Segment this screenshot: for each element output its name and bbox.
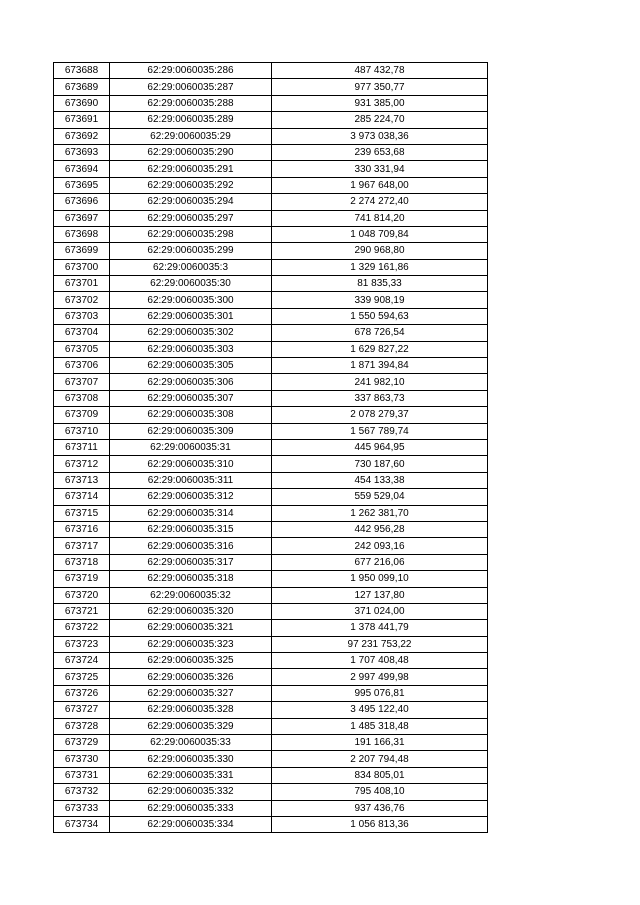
table-row xyxy=(54,407,488,423)
value-cell: 454 133,38 xyxy=(272,472,488,488)
value-cell: 2 207 794,48 xyxy=(272,751,488,767)
value-cell: 1 485 318,48 xyxy=(272,718,488,734)
row-number-cell: 673716 xyxy=(54,521,110,537)
table-row xyxy=(54,177,488,193)
table-row xyxy=(54,554,488,570)
row-number-cell: 673698 xyxy=(54,226,110,242)
value-cell: 2 274 272,40 xyxy=(272,194,488,210)
cadastral-number-cell: 62:29:0060035:316 xyxy=(110,538,272,554)
value-cell: 977 350,77 xyxy=(272,79,488,95)
row-number-cell: 673728 xyxy=(54,718,110,734)
row-number-cell: 673703 xyxy=(54,308,110,324)
value-cell: 730 187,60 xyxy=(272,456,488,472)
cadastral-number-cell: 62:29:0060035:333 xyxy=(110,800,272,816)
row-number-cell: 673690 xyxy=(54,95,110,111)
cadastral-number-cell: 62:29:0060035:310 xyxy=(110,456,272,472)
row-number-cell: 673701 xyxy=(54,276,110,292)
row-number-cell: 673717 xyxy=(54,538,110,554)
cadastral-number-cell: 62:29:0060035:33 xyxy=(110,735,272,751)
row-number-cell: 673714 xyxy=(54,489,110,505)
table-row xyxy=(54,571,488,587)
row-number-cell: 673727 xyxy=(54,702,110,718)
value-cell: 290 968,80 xyxy=(272,243,488,259)
cadastral-number-cell: 62:29:0060035:30 xyxy=(110,276,272,292)
table-row xyxy=(54,341,488,357)
table-row xyxy=(54,325,488,341)
value-cell: 97 231 753,22 xyxy=(272,636,488,652)
cadastral-number-cell: 62:29:0060035:327 xyxy=(110,685,272,701)
table-row xyxy=(54,669,488,685)
table-row xyxy=(54,472,488,488)
value-cell: 677 216,06 xyxy=(272,554,488,570)
value-cell: 487 432,78 xyxy=(272,63,488,79)
value-cell: 3 973 038,36 xyxy=(272,128,488,144)
row-number-cell: 673693 xyxy=(54,144,110,160)
table-row xyxy=(54,128,488,144)
cadastral-value-table xyxy=(53,62,488,833)
row-number-cell: 673710 xyxy=(54,423,110,439)
cadastral-number-cell: 62:29:0060035:305 xyxy=(110,358,272,374)
cadastral-number-cell: 62:29:0060035:330 xyxy=(110,751,272,767)
value-cell: 995 076,81 xyxy=(272,685,488,701)
value-cell: 81 835,33 xyxy=(272,276,488,292)
table-row xyxy=(54,505,488,521)
row-number-cell: 673729 xyxy=(54,735,110,751)
table-row xyxy=(54,735,488,751)
row-number-cell: 673720 xyxy=(54,587,110,603)
cadastral-number-cell: 62:29:0060035:287 xyxy=(110,79,272,95)
table-row xyxy=(54,800,488,816)
table-row xyxy=(54,374,488,390)
cadastral-number-cell: 62:29:0060035:29 xyxy=(110,128,272,144)
value-cell: 241 982,10 xyxy=(272,374,488,390)
table-row xyxy=(54,423,488,439)
value-cell: 239 653,68 xyxy=(272,144,488,160)
value-cell: 1 707 408,48 xyxy=(272,653,488,669)
value-cell: 2 997 499,98 xyxy=(272,669,488,685)
cadastral-number-cell: 62:29:0060035:321 xyxy=(110,620,272,636)
cadastral-number-cell: 62:29:0060035:312 xyxy=(110,489,272,505)
cadastral-number-cell: 62:29:0060035:292 xyxy=(110,177,272,193)
value-cell: 242 093,16 xyxy=(272,538,488,554)
value-cell: 442 956,28 xyxy=(272,521,488,537)
table-row xyxy=(54,95,488,111)
cadastral-number-cell: 62:29:0060035:32 xyxy=(110,587,272,603)
table-row xyxy=(54,521,488,537)
table-row xyxy=(54,587,488,603)
row-number-cell: 673724 xyxy=(54,653,110,669)
row-number-cell: 673696 xyxy=(54,194,110,210)
table-row xyxy=(54,390,488,406)
value-cell: 127 137,80 xyxy=(272,587,488,603)
row-number-cell: 673695 xyxy=(54,177,110,193)
row-number-cell: 673726 xyxy=(54,685,110,701)
value-cell: 2 078 279,37 xyxy=(272,407,488,423)
cadastral-number-cell: 62:29:0060035:332 xyxy=(110,784,272,800)
cadastral-number-cell: 62:29:0060035:328 xyxy=(110,702,272,718)
cadastral-number-cell: 62:29:0060035:303 xyxy=(110,341,272,357)
row-number-cell: 673699 xyxy=(54,243,110,259)
value-cell: 931 385,00 xyxy=(272,95,488,111)
value-cell: 445 964,95 xyxy=(272,439,488,455)
value-cell: 1 550 594,63 xyxy=(272,308,488,324)
row-number-cell: 673702 xyxy=(54,292,110,308)
row-number-cell: 673692 xyxy=(54,128,110,144)
cadastral-number-cell: 62:29:0060035:326 xyxy=(110,669,272,685)
cadastral-number-cell: 62:29:0060035:318 xyxy=(110,571,272,587)
row-number-cell: 673706 xyxy=(54,358,110,374)
table-row xyxy=(54,489,488,505)
table-body xyxy=(54,63,488,833)
cadastral-number-cell: 62:29:0060035:3 xyxy=(110,259,272,275)
cadastral-number-cell: 62:29:0060035:308 xyxy=(110,407,272,423)
cadastral-number-cell: 62:29:0060035:300 xyxy=(110,292,272,308)
table-row xyxy=(54,112,488,128)
cadastral-number-cell: 62:29:0060035:291 xyxy=(110,161,272,177)
cadastral-number-cell: 62:29:0060035:329 xyxy=(110,718,272,734)
cadastral-number-cell: 62:29:0060035:299 xyxy=(110,243,272,259)
row-number-cell: 673709 xyxy=(54,407,110,423)
row-number-cell: 673697 xyxy=(54,210,110,226)
table-row xyxy=(54,620,488,636)
cadastral-number-cell: 62:29:0060035:294 xyxy=(110,194,272,210)
row-number-cell: 673689 xyxy=(54,79,110,95)
table-row xyxy=(54,144,488,160)
row-number-cell: 673730 xyxy=(54,751,110,767)
cadastral-number-cell: 62:29:0060035:323 xyxy=(110,636,272,652)
table-row xyxy=(54,161,488,177)
table-row xyxy=(54,456,488,472)
value-cell: 1 048 709,84 xyxy=(272,226,488,242)
value-cell: 1 378 441,79 xyxy=(272,620,488,636)
value-cell: 1 967 648,00 xyxy=(272,177,488,193)
value-cell: 191 166,31 xyxy=(272,735,488,751)
cadastral-number-cell: 62:29:0060035:288 xyxy=(110,95,272,111)
value-cell: 330 331,94 xyxy=(272,161,488,177)
table-row xyxy=(54,226,488,242)
value-cell: 741 814,20 xyxy=(272,210,488,226)
row-number-cell: 673723 xyxy=(54,636,110,652)
cadastral-number-cell: 62:29:0060035:297 xyxy=(110,210,272,226)
row-number-cell: 673715 xyxy=(54,505,110,521)
cadastral-number-cell: 62:29:0060035:301 xyxy=(110,308,272,324)
cadastral-number-cell: 62:29:0060035:331 xyxy=(110,767,272,783)
cadastral-number-cell: 62:29:0060035:31 xyxy=(110,439,272,455)
cadastral-number-cell: 62:29:0060035:302 xyxy=(110,325,272,341)
table-row xyxy=(54,653,488,669)
table-row xyxy=(54,259,488,275)
table-row xyxy=(54,702,488,718)
row-number-cell: 673700 xyxy=(54,259,110,275)
table-row xyxy=(54,784,488,800)
value-cell: 795 408,10 xyxy=(272,784,488,800)
value-cell: 1 567 789,74 xyxy=(272,423,488,439)
row-number-cell: 673733 xyxy=(54,800,110,816)
row-number-cell: 673721 xyxy=(54,603,110,619)
table-row xyxy=(54,276,488,292)
cadastral-number-cell: 62:29:0060035:311 xyxy=(110,472,272,488)
cadastral-number-cell: 62:29:0060035:315 xyxy=(110,521,272,537)
value-cell: 1 629 827,22 xyxy=(272,341,488,357)
cadastral-number-cell: 62:29:0060035:320 xyxy=(110,603,272,619)
value-cell: 559 529,04 xyxy=(272,489,488,505)
table-row xyxy=(54,79,488,95)
value-cell: 834 805,01 xyxy=(272,767,488,783)
row-number-cell: 673712 xyxy=(54,456,110,472)
table-row xyxy=(54,751,488,767)
value-cell: 3 495 122,40 xyxy=(272,702,488,718)
row-number-cell: 673707 xyxy=(54,374,110,390)
row-number-cell: 673732 xyxy=(54,784,110,800)
value-cell: 1 950 099,10 xyxy=(272,571,488,587)
cadastral-number-cell: 62:29:0060035:317 xyxy=(110,554,272,570)
cadastral-number-cell: 62:29:0060035:307 xyxy=(110,390,272,406)
cadastral-number-cell: 62:29:0060035:334 xyxy=(110,816,272,832)
value-cell: 1 056 813,36 xyxy=(272,816,488,832)
table-row xyxy=(54,636,488,652)
cadastral-number-cell: 62:29:0060035:314 xyxy=(110,505,272,521)
table-row xyxy=(54,603,488,619)
cadastral-number-cell: 62:29:0060035:325 xyxy=(110,653,272,669)
value-cell: 1 262 381,70 xyxy=(272,505,488,521)
cadastral-number-cell: 62:29:0060035:290 xyxy=(110,144,272,160)
row-number-cell: 673713 xyxy=(54,472,110,488)
table-row xyxy=(54,194,488,210)
value-cell: 1 329 161,86 xyxy=(272,259,488,275)
row-number-cell: 673719 xyxy=(54,571,110,587)
row-number-cell: 673734 xyxy=(54,816,110,832)
row-number-cell: 673725 xyxy=(54,669,110,685)
value-cell: 937 436,76 xyxy=(272,800,488,816)
value-cell: 371 024,00 xyxy=(272,603,488,619)
row-number-cell: 673708 xyxy=(54,390,110,406)
row-number-cell: 673704 xyxy=(54,325,110,341)
row-number-cell: 673722 xyxy=(54,620,110,636)
row-number-cell: 673731 xyxy=(54,767,110,783)
table-row xyxy=(54,210,488,226)
table-row xyxy=(54,439,488,455)
cadastral-number-cell: 62:29:0060035:306 xyxy=(110,374,272,390)
table-row xyxy=(54,63,488,79)
row-number-cell: 673691 xyxy=(54,112,110,128)
table-row xyxy=(54,718,488,734)
table-row xyxy=(54,292,488,308)
table-row xyxy=(54,685,488,701)
value-cell: 678 726,54 xyxy=(272,325,488,341)
table-row xyxy=(54,538,488,554)
table-row xyxy=(54,308,488,324)
row-number-cell: 673694 xyxy=(54,161,110,177)
row-number-cell: 673711 xyxy=(54,439,110,455)
row-number-cell: 673688 xyxy=(54,63,110,79)
value-cell: 1 871 394,84 xyxy=(272,358,488,374)
value-cell: 337 863,73 xyxy=(272,390,488,406)
table-row xyxy=(54,358,488,374)
row-number-cell: 673718 xyxy=(54,554,110,570)
value-cell: 339 908,19 xyxy=(272,292,488,308)
cadastral-number-cell: 62:29:0060035:286 xyxy=(110,63,272,79)
table-row xyxy=(54,243,488,259)
value-cell: 285 224,70 xyxy=(272,112,488,128)
table-row xyxy=(54,816,488,832)
cadastral-number-cell: 62:29:0060035:289 xyxy=(110,112,272,128)
cadastral-number-cell: 62:29:0060035:309 xyxy=(110,423,272,439)
table-row xyxy=(54,767,488,783)
cadastral-number-cell: 62:29:0060035:298 xyxy=(110,226,272,242)
row-number-cell: 673705 xyxy=(54,341,110,357)
